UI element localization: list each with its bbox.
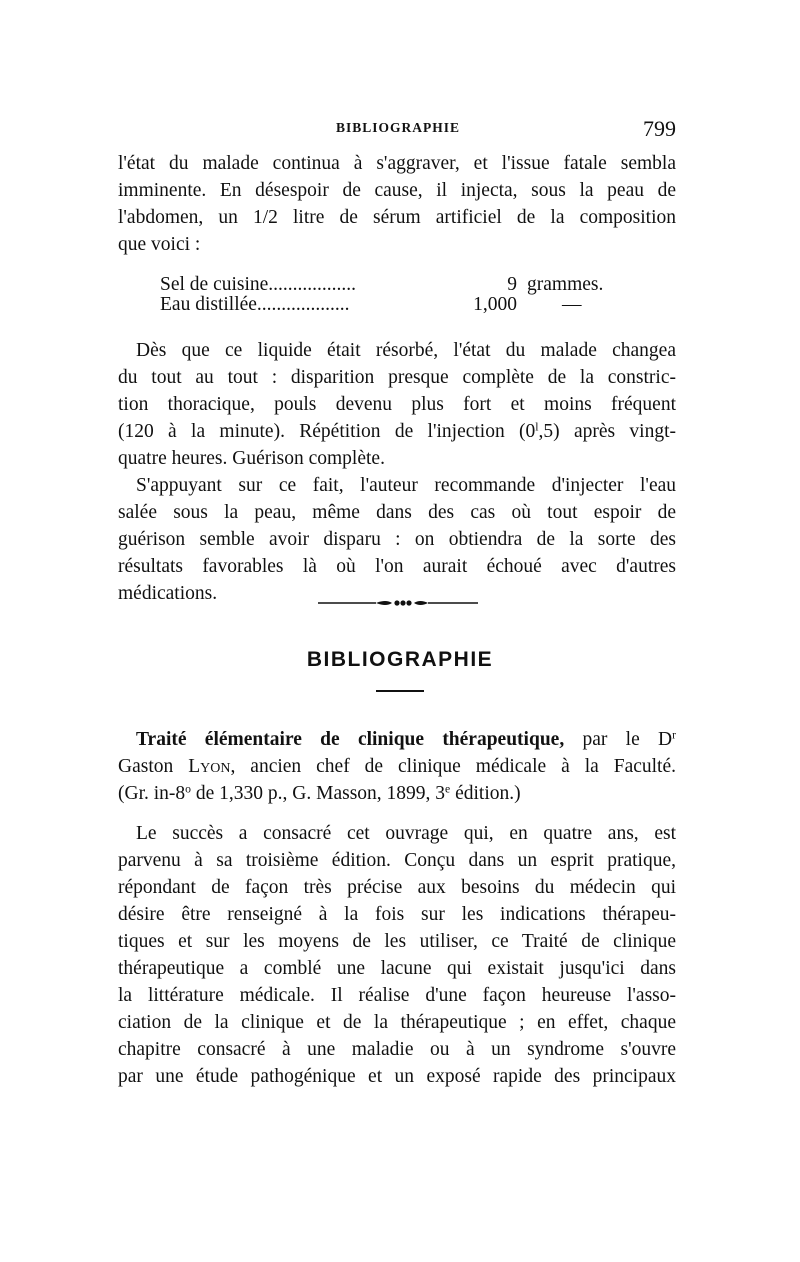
paragraph-line: salée sous la peau, même dans des cas où tout espoir de [118, 502, 676, 523]
superscript: e [445, 782, 451, 796]
line-text: (120 à la minute). Répétition de l'injection (0 [118, 421, 536, 442]
paragraph-line: imminente. En désespoir de cause, il injecta, sous la peau de [118, 180, 676, 201]
recipe-item-qty: 1,000 [473, 294, 517, 315]
author-last: Lyon [188, 756, 231, 777]
recipe-item-qty: 9 [507, 274, 517, 295]
paragraph-line: l'abdomen, un 1/2 litre de sérum artificiel de la composition [118, 207, 676, 228]
review-body-line: par une étude pathogénique et un exposé rapide des principaux [118, 1066, 676, 1087]
page-number: 799 [643, 116, 676, 141]
line-text: ,5) après vingt- [538, 421, 677, 442]
paragraph-line: médications. [118, 583, 218, 604]
review-publication-line [118, 784, 676, 806]
review-body-line: Le succès a consacré cet ouvrage qui, en quatre ans, est [136, 823, 676, 844]
book-title: Traité élémentaire de clinique thérapeutique, [136, 729, 565, 750]
review-body-line: désire être renseigné à la fois sur les indications thérapeu- [118, 904, 676, 925]
review-title-line [136, 730, 676, 752]
superscript: l [535, 420, 539, 434]
running-title: BIBLIOGRAPHIE [335, 120, 461, 135]
author-first: Gaston [118, 756, 174, 777]
ornamental-divider [318, 596, 478, 610]
author-rest: , ancien chef de clinique médicale à la Faculté. [230, 756, 677, 777]
by-text: par le D [582, 729, 673, 750]
paragraph-line: guérison semble avoir disparu : on obtiendra de la sorte des [118, 529, 676, 550]
paragraph-line: quatre heures. Guérison complète. [118, 448, 385, 469]
superscript: r [672, 728, 676, 742]
pub-text: (Gr. in-8 [118, 783, 186, 804]
recipe-item-unit: grammes. [527, 274, 604, 295]
paragraph-line: que voici : [118, 234, 201, 255]
running-head [118, 116, 678, 146]
review-body-line: thérapeutique a comblé une lacune qui existait jusqu'ici dans [118, 958, 676, 979]
paragraph-line: S'appuyant sur ce fait, l'auteur recommande d'injecter l'eau [136, 475, 676, 496]
superscript: o [185, 782, 191, 796]
review-body-line: chapitre consacré à une maladie ou à un syndrome s'ouvre [118, 1039, 676, 1060]
review-body-line: répondant de façon très précise aux besoins du médecin qui [118, 877, 676, 898]
pub-text: édition.) [450, 783, 521, 804]
paragraph-line: résultats favorables là où l'on aurait échoué avec d'autres [118, 556, 676, 577]
pub-text: de 1,330 p., G. Masson, 1899, 3 [191, 783, 446, 804]
paragraph-line: tion thoracique, pouls devenu plus fort et moins fréquent [118, 394, 676, 415]
section-heading: BIBLIOGRAPHIE [306, 648, 494, 671]
paragraph-line: du tout au tout : disparition presque complète de la constric- [118, 367, 676, 388]
recipe-item-name: Eau distillée................... [160, 294, 350, 315]
review-body-line: tiques et sur les moyens de les utiliser, ce Traité de clinique [118, 931, 676, 952]
review-body-line: ciation de la clinique et de la thérapeutique ; en effet, chaque [118, 1012, 676, 1033]
review-body-line: parvenu à sa troisième édition. Conçu dans un esprit pratique, [118, 850, 676, 871]
paragraph-line [118, 422, 676, 444]
review-author-line [118, 757, 676, 779]
paragraph-line: Dès que ce liquide était résorbé, l'état du malade changea [136, 340, 676, 361]
heading-rule [376, 690, 424, 692]
review-body-line: la littérature médicale. Il réalise d'une façon heureuse l'asso- [118, 985, 676, 1006]
recipe-item-unit: — [562, 294, 582, 315]
recipe-item-name: Sel de cuisine.................. [160, 274, 357, 295]
paragraph-line: l'état du malade continua à s'aggraver, et l'issue fatale sembla [118, 153, 676, 174]
